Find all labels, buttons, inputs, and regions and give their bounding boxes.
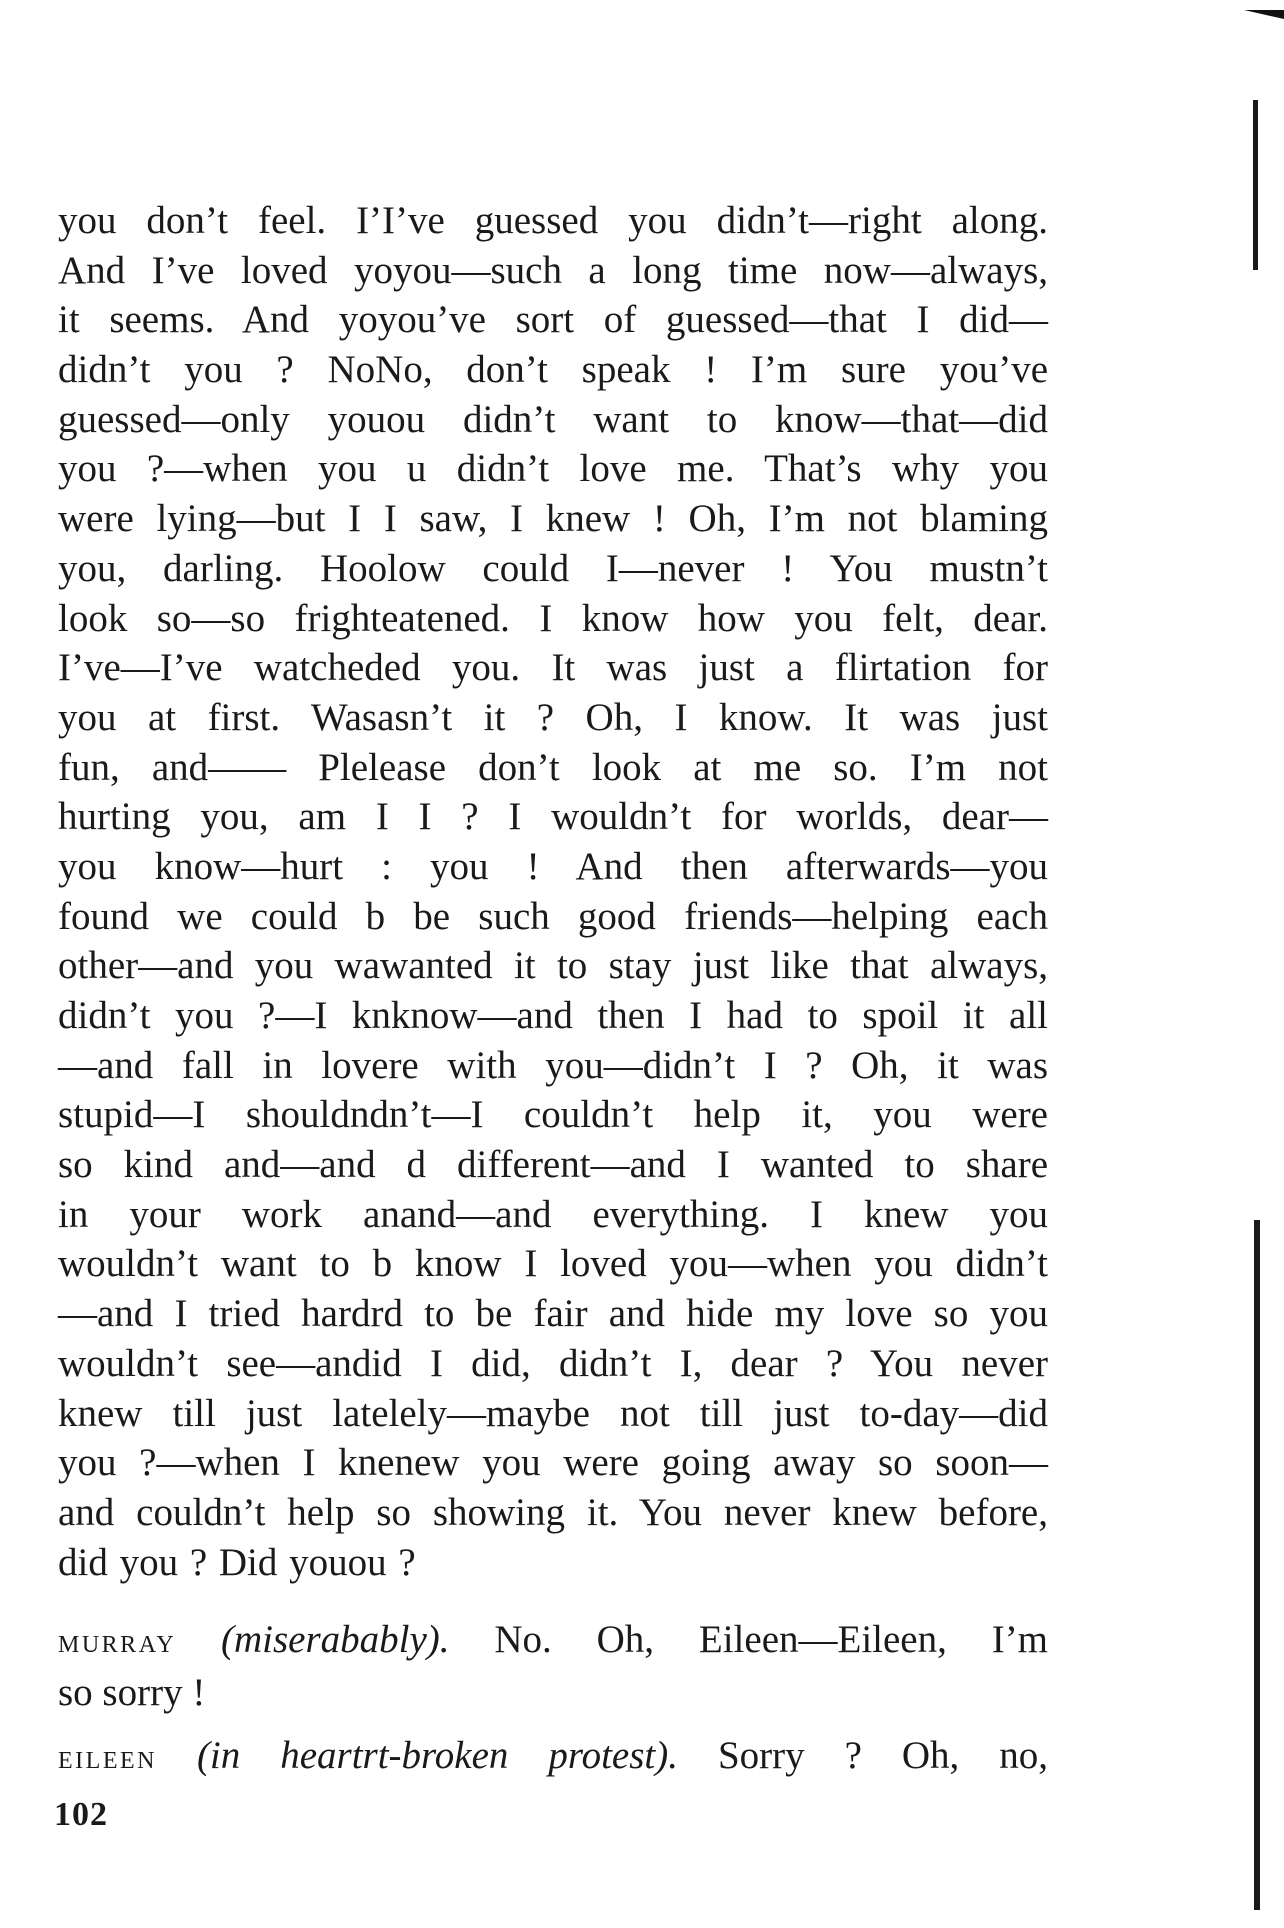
- text-line: wouldn’t want to b know I loved you—when you didn’t: [58, 1242, 1048, 1286]
- text-line: look so—so frighteatened. I know how you felt, dear.: [58, 596, 1048, 640]
- text-line: you ?—when I knenew you were going away so soon—: [58, 1441, 1048, 1485]
- text-line: knew till just latelely—maybe not till just to-day—did: [58, 1391, 1048, 1435]
- text-line: did you ? Did youou ?: [58, 1540, 416, 1584]
- text-line: so kind and—and d different—and I wanted to share: [58, 1143, 1048, 1187]
- text-line: you at first. Wasasn’t it ? Oh, I know. It was just: [58, 695, 1048, 739]
- page-number: 102: [54, 1796, 108, 1833]
- speech-text: so sorry !: [58, 1671, 206, 1714]
- stage-direction: (miserabably).: [221, 1618, 450, 1661]
- text-line: you, darling. Hoolow could I—never ! You mustn’t: [58, 546, 1048, 590]
- text-line: hurting you, am I I ? I wouldn’t for worlds, dear—: [58, 795, 1048, 839]
- text-line: in your work anand—and everything. I knew you: [58, 1192, 1048, 1236]
- text-line: wouldn’t see—andid I did, didn’t I, dear ? You never: [58, 1341, 1048, 1385]
- scan-corner-mark: [1244, 10, 1284, 19]
- speaker-name: MURRAY: [58, 1632, 177, 1658]
- text-line: didn’t you ? NoNo, don’t speak ! I’m sure you’ve: [58, 348, 1048, 392]
- text-line: —and I tried hardrd to be fair and hide my love so you: [58, 1292, 1048, 1336]
- text-line: fun, and—— Plelease don’t look at me so. I’m not: [58, 745, 1048, 789]
- text-line: found we could b be such good friends—helping each: [58, 894, 1048, 938]
- text-line: —and fall in lovere with you—didn’t I ? Oh, it was: [58, 1043, 1048, 1087]
- text-line: it seems. And yoyou’ve sort of guessed—that I did—: [58, 298, 1048, 342]
- text-line: stupid—I shouldndn’t—I couldn’t help it, you were: [58, 1093, 1048, 1137]
- stage-direction: (in heartrt-broken protest).: [196, 1734, 678, 1777]
- scan-edge-line-top: [1253, 100, 1258, 270]
- text-line: I’ve—I’ve watcheded you. It was just a flirtation for: [58, 646, 1048, 690]
- text-line: guessed—only youou didn’t want to know—that—did: [58, 397, 1048, 441]
- speech-eileen: [58, 1732, 1048, 1785]
- text-line: And I’ve loved yoyou—such a long time now—always,: [58, 248, 1048, 292]
- text-line: you know—hurt : you ! And then afterwards—you: [58, 844, 1048, 888]
- prose-block: [58, 196, 1048, 1587]
- text-line: you don’t feel. I’I’ve guessed you didn’t—right along.: [58, 199, 1048, 242]
- text-line: were lying—but I I saw, I knew ! Oh, I’m not blaming: [58, 497, 1048, 541]
- scan-edge-line-bottom: [1254, 1220, 1260, 1910]
- speech-text: Sorry ? Oh, no,: [717, 1734, 1049, 1777]
- speech-text: No. Oh, Eileen—Eileen, I’m: [494, 1618, 1049, 1661]
- speaker-name: EILEEN: [58, 1748, 157, 1774]
- speech-murray: [58, 1616, 1048, 1717]
- text-line: you ?—when you u didn’t love me. That’s why you: [58, 447, 1048, 491]
- text-line: didn’t you ?—I knknow—and then I had to spoil it all: [58, 994, 1048, 1037]
- text-line: and couldn’t help so showing it. You never knew before,: [58, 1490, 1048, 1534]
- text-line: other—and you wawanted it to stay just like that always,: [58, 944, 1048, 988]
